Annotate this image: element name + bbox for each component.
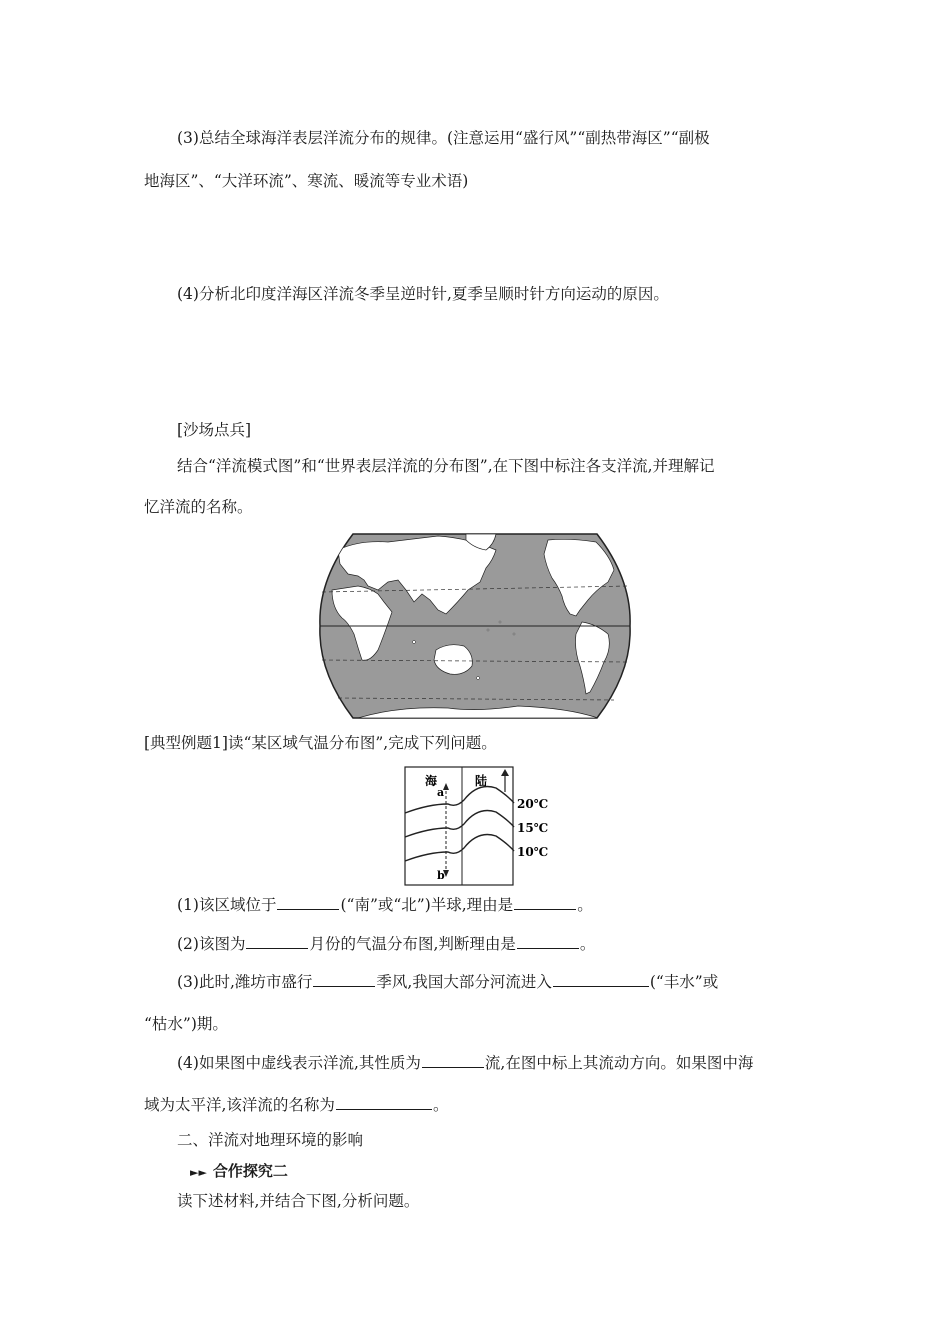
q3-text-d: “枯水”)期。 — [144, 1015, 228, 1033]
isotherm-label-15: 15℃ — [517, 821, 549, 835]
question-2 — [177, 934, 595, 954]
answer-blank[interactable] — [422, 1053, 484, 1068]
q2-text-b: 月份的气温分布图,判断理由是 — [309, 935, 516, 953]
sea-label: 海 — [425, 774, 438, 788]
q3-text-a: (3)此时,潍坊市盛行 — [177, 973, 313, 991]
land-label: 陆 — [475, 774, 488, 788]
q1-text-b: (“南”或“北”)半球,理由是 — [340, 896, 514, 914]
q3-line2: 地海区”、“大洋环流”、寒流、暖流等专业术语) — [144, 172, 469, 190]
double-chevron-icon: ►► — [190, 1166, 207, 1179]
q4-text-d: 。 — [432, 1096, 449, 1114]
answer-blank[interactable] — [514, 895, 576, 910]
isotherm-label-20: 20℃ — [517, 797, 549, 811]
q3-text-c: (“丰水”或 — [649, 973, 719, 991]
q1-text-a: (1)该区域位于 — [177, 896, 277, 914]
answer-blank[interactable] — [246, 934, 308, 949]
coop-heading — [190, 1161, 288, 1183]
q4-text-c: 域为太平洋,该洋流的名称为 — [144, 1096, 335, 1114]
answer-blank[interactable] — [277, 895, 339, 910]
practice-line1: 结合“洋流模式图”和“世界表层洋流的分布图”,在下图中标注各支洋流,并理解记 — [177, 457, 715, 475]
island — [513, 633, 515, 635]
island — [487, 629, 489, 631]
isotherm-label-10: 10℃ — [517, 845, 549, 859]
island — [499, 621, 501, 623]
island — [413, 641, 416, 644]
question-1 — [177, 895, 593, 915]
figure-frame — [405, 767, 513, 885]
q2-text-a: (2)该图为 — [177, 935, 246, 953]
example-title: [典型例题1]读“某区域气温分布图”,完成下列问题。 — [144, 734, 497, 752]
section-2-intro: 读下述材料,并结合下图,分析问题。 — [177, 1192, 420, 1210]
q3-text-b: 季风,我国大部分河流进入 — [376, 973, 552, 991]
answer-blank[interactable] — [313, 972, 375, 987]
answer-blank[interactable] — [336, 1095, 432, 1110]
section-2-title: 二、洋流对地理环境的影响 — [177, 1131, 364, 1149]
q4-text-a: (4)如果图中虚线表示洋流,其性质为 — [177, 1054, 421, 1072]
q4-analysis: (4)分析北印度洋海区洋流冬季呈逆时针,夏季呈顺时针方向运动的原因。 — [177, 285, 669, 303]
island — [477, 677, 480, 680]
practice-line2: 忆洋流的名称。 — [144, 498, 253, 516]
q1-text-c: 。 — [577, 896, 593, 914]
question-4-cont — [144, 1095, 448, 1115]
q3-line1: (3)总结全球海洋表层洋流分布的规律。(注意运用“盛行风”“副热带海区”“副极 — [177, 129, 710, 147]
answer-blank[interactable] — [517, 934, 579, 949]
coop-label: 合作探究二 — [212, 1162, 288, 1180]
question-3 — [177, 972, 718, 992]
question-4 — [177, 1053, 753, 1073]
q4-text-b: 流,在图中标上其流动方向。如果图中海 — [484, 1054, 754, 1072]
answer-blank[interactable] — [553, 972, 649, 987]
point-a-label: a — [437, 786, 445, 799]
practice-tag: [沙场点兵] — [177, 421, 252, 439]
q2-text-c: 。 — [579, 935, 596, 953]
point-b-label: b — [437, 869, 445, 882]
world-map-figure — [318, 530, 632, 722]
isotherm-figure — [404, 766, 554, 886]
